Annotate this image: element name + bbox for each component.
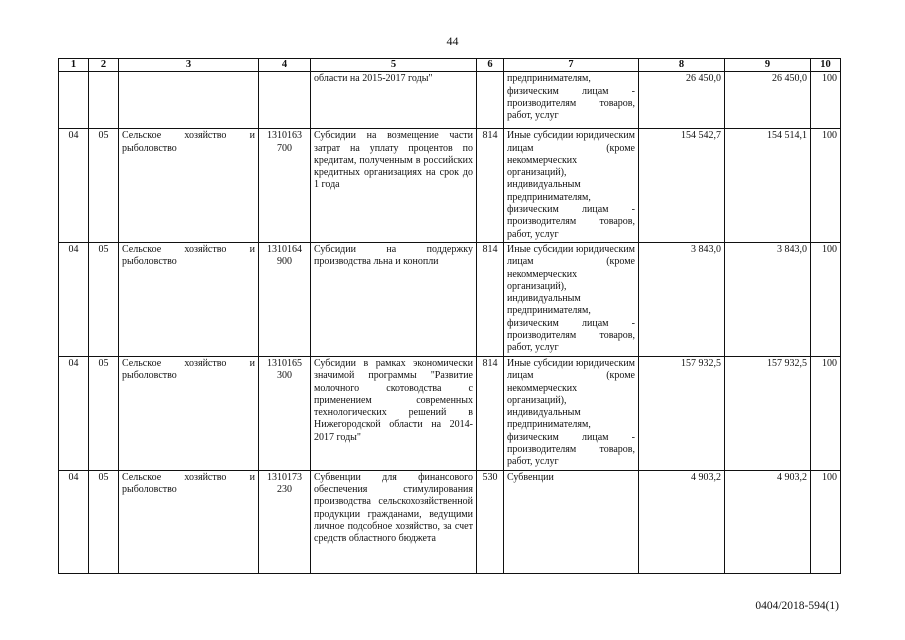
- subsection-code: 05: [89, 356, 119, 470]
- expense-type-name: Иные субсидии юридическим лицам (кроме некоммерческих организаций), индивидуальным предпринимателям, физическим лицам - производителям товаров, работ, услуг: [504, 242, 639, 356]
- article-name: Субсидии на возмещение части затрат на уплату процентов по кредитам, полученным в российских кредитных организациях на срок до 1 года: [311, 129, 477, 243]
- column-header: 1: [59, 59, 89, 72]
- table-row: [59, 129, 841, 243]
- section-code: 04: [59, 356, 89, 470]
- expense-type-name: Субвенции: [504, 470, 639, 573]
- column-header: 4: [259, 59, 311, 72]
- planned-amount: 157 932,5: [639, 356, 725, 470]
- column-header: 3: [119, 59, 259, 72]
- planned-amount: 154 542,7: [639, 129, 725, 243]
- column-header: 2: [89, 59, 119, 72]
- target-article-code: 1310163 700: [259, 129, 311, 243]
- execution-percent: 100: [811, 470, 841, 573]
- table-row: [59, 242, 841, 356]
- target-article-code: [259, 72, 311, 129]
- section-code: 04: [59, 470, 89, 573]
- expense-type-code: 814: [477, 242, 504, 356]
- target-article-code: 1310165 300: [259, 356, 311, 470]
- column-header: 10: [811, 59, 841, 72]
- executed-amount: 4 903,2: [725, 470, 811, 573]
- section-name: [119, 72, 259, 129]
- table-row: [59, 470, 841, 573]
- column-header: 6: [477, 59, 504, 72]
- column-header: 9: [725, 59, 811, 72]
- expense-type-name: Иные субсидии юридическим лицам (кроме некоммерческих организаций), индивидуальным предпринимателям, физическим лицам - производителям товаров, работ, услуг: [504, 129, 639, 243]
- budget-table: [58, 58, 841, 574]
- executed-amount: 26 450,0: [725, 72, 811, 129]
- table-row: [59, 356, 841, 470]
- article-name: Субвенции для финансового обеспечения стимулирования производства сельскохозяйственной продукции гражданами, ведущими личное подсобное хозяйство, за счет средств областного бюджета: [311, 470, 477, 573]
- subsection-code: 05: [89, 470, 119, 573]
- subsection-code: 05: [89, 129, 119, 243]
- section-name: Сельское хозяйство и рыболовство: [119, 470, 259, 573]
- section-code: [59, 72, 89, 129]
- subsection-code: [89, 72, 119, 129]
- expense-type-code: 814: [477, 129, 504, 243]
- executed-amount: 154 514,1: [725, 129, 811, 243]
- section-name: Сельское хозяйство и рыболовство: [119, 242, 259, 356]
- table-row: [59, 72, 841, 129]
- execution-percent: 100: [811, 72, 841, 129]
- column-header: 7: [504, 59, 639, 72]
- planned-amount: 4 903,2: [639, 470, 725, 573]
- subsection-code: 05: [89, 242, 119, 356]
- section-code: 04: [59, 242, 89, 356]
- expense-type-code: [477, 72, 504, 129]
- header-row: [59, 59, 841, 72]
- article-name: области на 2015-2017 годы": [311, 72, 477, 129]
- column-header: 5: [311, 59, 477, 72]
- target-article-code: 1310173 230: [259, 470, 311, 573]
- expense-type-name: предпринимателям, физическим лицам - производителям товаров, работ, услуг: [504, 72, 639, 129]
- expense-type-code: 530: [477, 470, 504, 573]
- execution-percent: 100: [811, 356, 841, 470]
- expense-type-code: 814: [477, 356, 504, 470]
- execution-percent: 100: [811, 242, 841, 356]
- planned-amount: 26 450,0: [639, 72, 725, 129]
- article-name: Субсидии на поддержку производства льна и конопли: [311, 242, 477, 356]
- section-name: Сельское хозяйство и рыболовство: [119, 356, 259, 470]
- target-article-code: 1310164 900: [259, 242, 311, 356]
- page-number: 44: [446, 34, 459, 48]
- section-name: Сельское хозяйство и рыболовство: [119, 129, 259, 243]
- document-code: 0404/2018-594(1): [755, 600, 839, 612]
- executed-amount: 3 843,0: [725, 242, 811, 356]
- executed-amount: 157 932,5: [725, 356, 811, 470]
- article-name: Субсидии в рамках экономически значимой программы "Развитие молочного скотоводства с применением современных технологических решений в Нижегородской области на 2014-2017 годы": [311, 356, 477, 470]
- planned-amount: 3 843,0: [639, 242, 725, 356]
- column-header: 8: [639, 59, 725, 72]
- execution-percent: 100: [811, 129, 841, 243]
- section-code: 04: [59, 129, 89, 243]
- expense-type-name: Иные субсидии юридическим лицам (кроме некоммерческих организаций), индивидуальным предпринимателям, физическим лицам - производителям товаров, работ, услуг: [504, 356, 639, 470]
